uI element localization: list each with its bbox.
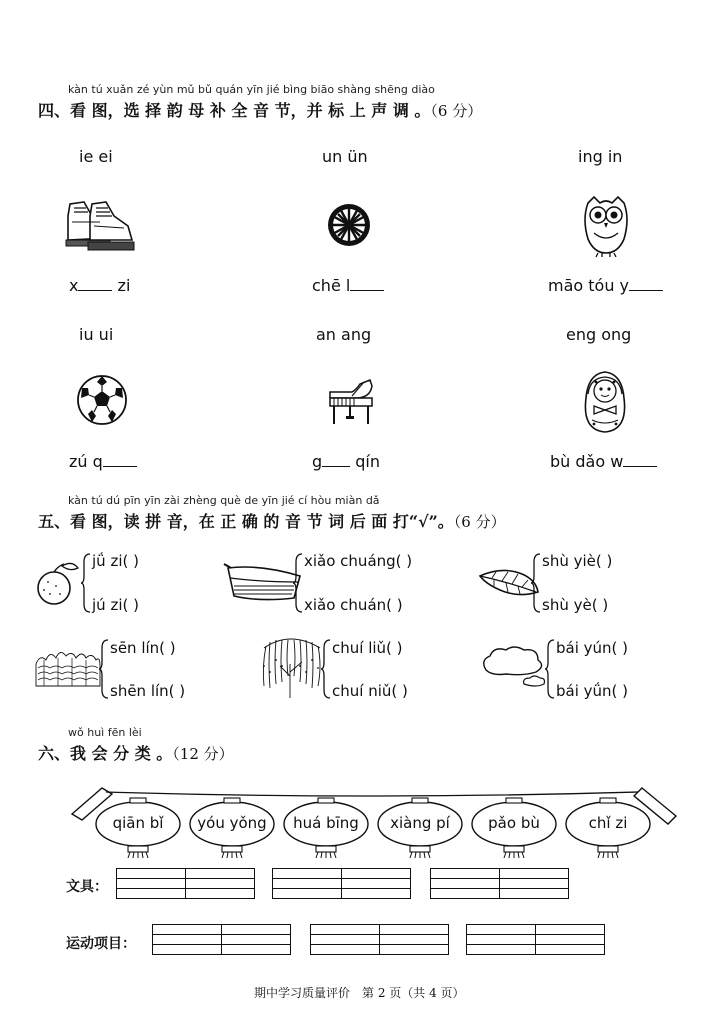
section6-title: 六、我 会 分 类 。（12 分） [38, 744, 234, 763]
orange-icon [34, 558, 82, 608]
section5-pinyin: kàn tú dú pīn yīn zài zhèng què de yīn jié cí hòu miàn dǎ [68, 494, 380, 507]
blank-3[interactable] [629, 276, 663, 291]
brace-4 [98, 638, 110, 700]
options-3: ing in [578, 147, 623, 166]
owl-icon [580, 193, 632, 259]
choice-4a[interactable]: sēn lín( ) [110, 639, 176, 657]
choice-6a[interactable]: bái yún( ) [556, 639, 629, 657]
brace-3 [530, 552, 542, 614]
lantern-word-6: chǐ zi [588, 814, 628, 832]
answer-1[interactable]: x zi [69, 276, 131, 295]
choice-5b[interactable]: chuí niǔ( ) [332, 682, 408, 700]
lantern-word-2: yóu yǒng [197, 814, 267, 832]
brace-1 [80, 552, 92, 614]
choice-4b[interactable]: shēn lín( ) [110, 682, 186, 700]
blank-6[interactable] [623, 452, 657, 467]
section4-pinyin: kàn tú xuǎn zé yùn mǔ bǔ quán yīn jié bìng biāo shàng shēng diào [68, 83, 435, 96]
lantern-word-1: qiān bǐ [112, 814, 164, 832]
page-footer: 期中学习质量评价 第 2 页（共 4 页） [254, 986, 465, 1000]
lantern-word-5: pǎo bù [488, 814, 540, 832]
choice-2a[interactable]: xiǎo chuáng( ) [304, 552, 413, 570]
stationery-box-1[interactable] [116, 868, 255, 899]
section6-pinyin: wǒ huì fēn lèi [68, 726, 142, 739]
stationery-box-3[interactable] [430, 868, 569, 899]
sports-box-3[interactable] [466, 924, 605, 955]
answer-6[interactable]: bù dǎo w [550, 452, 657, 471]
choice-1b[interactable]: jú zi( ) [92, 596, 139, 614]
blank-2[interactable] [350, 276, 384, 291]
options-4: iu ui [79, 325, 114, 344]
answer-2[interactable]: chē l [312, 276, 384, 295]
soccer-ball-icon [76, 374, 128, 426]
tumbler-doll-icon [576, 368, 634, 436]
sports-box-1[interactable] [152, 924, 291, 955]
forest-icon [34, 646, 102, 690]
choice-1a[interactable]: jǘ zi( ) [92, 552, 139, 570]
options-1: ie ei [79, 147, 113, 166]
answer-5[interactable]: g qín [312, 452, 380, 471]
blank-4[interactable] [103, 452, 137, 467]
section5-title: 五、看 图，读 拼 音，在 正 确 的 音 节 词 后 面 打“√”。（6 分） [38, 512, 506, 531]
lantern-word-4: xiàng pí [390, 814, 450, 832]
choice-6b[interactable]: bái yǘn( ) [556, 682, 629, 700]
cloud-icon [478, 644, 550, 694]
brace-2 [292, 552, 304, 614]
choice-5a[interactable]: chuí liǔ( ) [332, 639, 403, 657]
choice-3b[interactable]: shù yè( ) [542, 596, 609, 614]
section4-title: 四、看 图，选 择 韵 母 补 全 音 节，并 标 上 声 调 。（6 分） [38, 101, 483, 120]
options-6: eng ong [566, 325, 632, 344]
lantern-word-3: huá bīng [293, 814, 359, 832]
blank-1[interactable] [78, 276, 112, 291]
brace-6 [544, 638, 556, 700]
options-2: un ün [322, 147, 368, 166]
answer-4[interactable]: zú q [69, 452, 137, 471]
blank-5[interactable] [322, 452, 350, 467]
sports-box-2[interactable] [310, 924, 449, 955]
stationery-box-2[interactable] [272, 868, 411, 899]
shoes-icon [62, 196, 140, 252]
choice-2b[interactable]: xiǎo chuán( ) [304, 596, 403, 614]
choice-3a[interactable]: shù yiè( ) [542, 552, 613, 570]
wheel-icon [326, 202, 372, 248]
willow-tree-icon [256, 636, 326, 700]
label-sports: 运动项目： [66, 936, 136, 952]
label-stationery: 文具： [66, 879, 108, 895]
piano-icon [326, 376, 376, 430]
answer-3[interactable]: māo tóu y [548, 276, 663, 295]
brace-5 [320, 638, 332, 700]
options-5: an ang [316, 325, 372, 344]
